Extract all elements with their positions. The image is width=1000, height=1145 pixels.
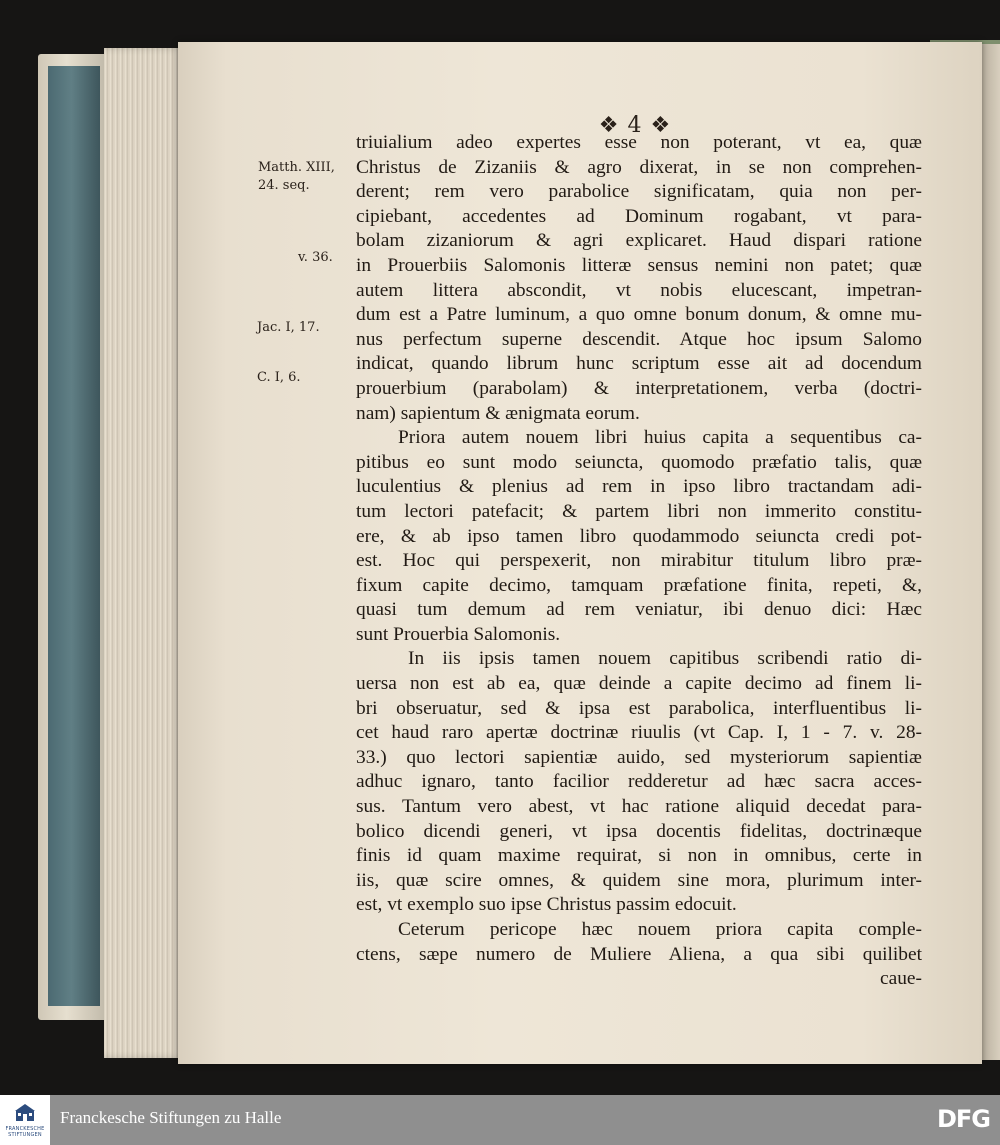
text-line: uersa non est ab ea, quæ deinde a capite decimo ad finem li-: [356, 673, 922, 695]
text-line: quasi tum demum ad rem veniatur, ibi denuo dici: Hæc: [356, 599, 922, 621]
text-line: nus perfectum superne descendit. Atque hoc ipsum Salomo: [356, 328, 922, 350]
margin-note-c16: C. I, 6.: [257, 370, 301, 385]
institution-link[interactable]: Franckesche Stiftungen zu Halle: [60, 1108, 282, 1127]
text-line: fixum capite decimo, tamquam præfatione finita, repeti, &,: [356, 574, 922, 596]
text-line: iis, quæ scire omnes, & quidem sine mora, plurimum inter-: [356, 869, 922, 891]
body-text: [356, 131, 922, 992]
text-line: est, vt exemplo suo ipse Christus passim edocuit.: [356, 894, 737, 916]
text-line: bolico dicendi generi, vt ipsa docentis fidelitas, doctrinæque: [356, 820, 922, 842]
text-line: autem littera abscondit, vt nobis elucescant, impetran-: [356, 279, 922, 301]
text-line: pitibus eo sunt modo seiuncta, quomodo præfatio talis, quæ: [356, 451, 922, 473]
text-line: derent; rem vero parabolice significatam, quia non per-: [356, 181, 922, 203]
margin-note-v36: v. 36.: [298, 250, 333, 265]
text-line: Priora autem nouem libri huius capita a sequentibus ca-: [398, 427, 922, 449]
margin-note-matth: Matth. XIII,: [258, 160, 335, 175]
text-line: bolam zizaniorum & agri explicaret. Haud dispari ratione: [356, 230, 922, 252]
viewer-footer: [0, 1095, 1000, 1145]
text-line: triuialium adeo expertes esse non poterant, vt ea, quæ: [356, 132, 922, 153]
text-line: luculentius & plenius ad rem in ipso libro tractandam adi-: [356, 476, 922, 498]
franckesche-logo[interactable]: [0, 1095, 50, 1145]
text-line: 33.) quo lectori sapientiæ auido, sed mysteriorum sapientiæ: [356, 746, 922, 768]
text-line: ctens, sæpe numero de Muliere Aliena, a qua sibi quilibet: [356, 943, 922, 965]
page-edges: [104, 48, 184, 1058]
logo-label: FRANCKESCHE STIFTUNGEN: [5, 1126, 45, 1138]
text-line: sunt Prouerbia Salomonis.: [356, 623, 561, 645]
text-line: In iis ipsis tamen nouem capitibus scribendi ratio di-: [408, 648, 922, 670]
text-line: cipiebant, accedentes ad Dominum rogabant, vt para-: [356, 205, 922, 227]
text-line: est. Hoc qui perspexerit, non mirabitur titulum libro præ-: [356, 550, 922, 572]
text-line: ere, & ab ipso tamen libro quodammodo seiuncta credi pot-: [356, 525, 922, 547]
catchword: caue-: [880, 968, 922, 990]
text-line: in Prouerbiis Salomonis litteræ sensus nemini non patet; quæ: [356, 254, 922, 276]
text-line: adhuc ignaro, tanto facilior redderetur ad hæc sacra acces-: [356, 771, 922, 793]
text-line: tum lectori patefacit; & partem libri non immerito constitu-: [356, 500, 922, 522]
margin-note-seq: 24. seq.: [258, 178, 310, 193]
book-cover-inner: [48, 66, 100, 1006]
margin-note-jac: Jac. I, 17.: [257, 320, 320, 335]
text-line: sus. Tantum vero abest, vt hac ratione aliquid decedat para-: [356, 796, 922, 818]
text-line: indicat, quando librum hunc scriptum esse ait ad docendum: [356, 353, 922, 375]
text-line: prouerbium (parabolam) & interpretationem, verba (doctri-: [356, 377, 922, 399]
text-line: Ceterum pericope hæc nouem priora capita comple-: [398, 919, 922, 940]
building-icon: [14, 1101, 36, 1123]
text-line: bri obseruatur, sed & ipsa est parabolica, interfluentibus li-: [356, 697, 922, 719]
right-page-edge: [982, 44, 1000, 1060]
text-line: cet haud raro apertæ doctrinæ riuulis (vt Cap. I, 1 - 7. v. 28-: [356, 722, 922, 744]
text-line: nam) sapientum & ænigmata eorum.: [356, 402, 640, 424]
dfg-logo[interactable]: DFG: [936, 1105, 990, 1133]
page-header: ❖ 4 ❖: [598, 113, 672, 138]
text-line: finis id quam maxime requirat, si non in omnibus, certe in: [356, 845, 922, 867]
text-line: dum est a Patre luminum, a quo omne bonum donum, & omne mu-: [356, 304, 922, 326]
text-line: Christus de Zizaniis & agro dixerat, in se non comprehen-: [356, 156, 922, 178]
